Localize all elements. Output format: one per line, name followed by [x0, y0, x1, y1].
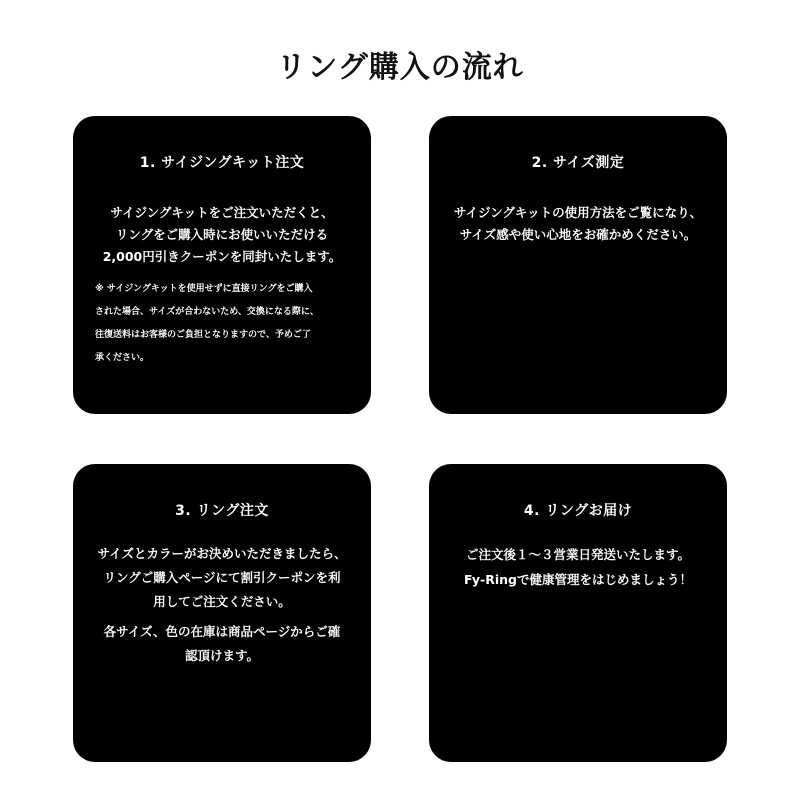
- step-description-line: ご注文後１〜３営業日発送いたします。: [465, 547, 690, 562]
- step-description-line: リングご購入ページにて割引クーポンを利: [103, 570, 341, 585]
- step-description: [73, 202, 371, 268]
- step-description-line: サイズ感や使い心地をお確かめください。: [459, 227, 697, 242]
- step-description-line: 認頂けます。: [184, 648, 259, 663]
- step-description-line: サイジングキットをご注文いただくと、: [110, 205, 334, 220]
- step-description-line: Fy-Ringで健康管理をはじめましょう！: [464, 572, 692, 587]
- step-card-ring-order: [73, 464, 371, 762]
- step-description: [73, 542, 371, 674]
- step-description-line: 2,000円引きクーポンを同封いたします。: [102, 249, 342, 264]
- step-description-paragraph: [73, 620, 371, 668]
- step-description-line: サイジングキットの使用方法をご覧になり、: [453, 205, 703, 220]
- step-note-line: 承ください。: [95, 353, 150, 363]
- step-description-line: サイズとカラーがお決めいただきましたら、: [97, 546, 347, 561]
- step-card-ring-delivery: [429, 464, 727, 762]
- step-title: 4. リングお届け: [523, 503, 633, 519]
- step-title: 3. リング注文: [175, 503, 269, 519]
- step-description-line: リングをご購入時にお使いいただける: [115, 227, 329, 242]
- step-description-paragraph: [73, 542, 371, 614]
- step-description-line: 各サイズ、色の在庫は商品ページからご確: [103, 624, 341, 639]
- step-note-line: された場合、サイズが合わないため、交換になる際に、: [95, 307, 319, 317]
- step-title: 1. サイジングキット注文: [139, 155, 305, 171]
- step-note-line: 往復送料はお客様のご負担となりますので、予めご了: [95, 330, 311, 340]
- step-card-sizing-kit-order: [73, 116, 371, 414]
- step-description-line: 用してご注文ください。: [153, 594, 291, 609]
- step-note: [95, 278, 357, 370]
- page-title: リング購入の流れ: [276, 50, 524, 85]
- step-description: [429, 542, 727, 592]
- step-title: 2. サイズ測定: [531, 155, 625, 171]
- step-card-size-measurement: [429, 116, 727, 414]
- step-note-line: ※ サイジングキットを使用せずに直接リングをご購入: [95, 284, 313, 294]
- step-description: [429, 202, 727, 246]
